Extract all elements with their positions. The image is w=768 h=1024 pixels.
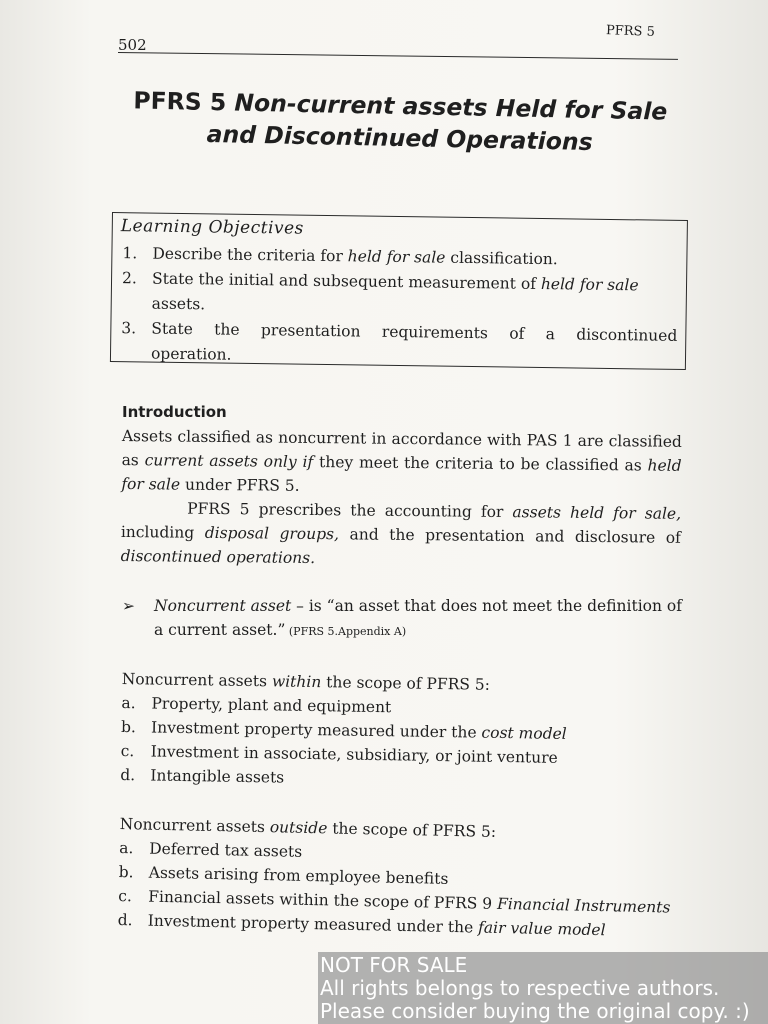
title-prefix: PFRS 5 bbox=[133, 86, 235, 117]
within-scope-section bbox=[120, 667, 682, 796]
definition-text: – is “an asset that does not meet the definition of a current asset.” bbox=[154, 597, 682, 639]
definition-reference: (PFRS 5.Appendix A) bbox=[285, 625, 407, 638]
introduction-text bbox=[120, 424, 681, 574]
list-item: a. Property, plant and equipment bbox=[121, 693, 392, 717]
watermark-line-3: Please consider buying the original copy. :) bbox=[320, 999, 750, 1023]
arrow-bullet-icon: ➢ bbox=[122, 597, 135, 615]
definition-term: Noncurrent asset bbox=[154, 597, 292, 615]
list-item: d. Intangible assets bbox=[120, 765, 285, 787]
objective-item: 2. State the initial and subsequent measurement of held for sale assets. bbox=[121, 269, 639, 314]
title-line2: and Discontinued Operations bbox=[206, 119, 593, 157]
list-item: d. Investment property measured under the fair value model bbox=[117, 910, 606, 940]
intro-paragraph-1: Assets classified as noncurrent in accordance with PAS 1 are classified as current assets only if they meet the criteria to be classified as held for sale under PFRS 5. bbox=[121, 426, 682, 495]
objectives-heading: Learning Objectives bbox=[120, 216, 304, 239]
list-item: b. Assets arising from employee benefits bbox=[118, 862, 449, 888]
introduction-heading: Introduction bbox=[122, 403, 227, 421]
objective-item: 3. State the presentation requirements of a discontinued operation. bbox=[121, 319, 678, 364]
learning-objectives-box bbox=[110, 212, 688, 370]
running-header: PFRS 5 bbox=[605, 23, 656, 40]
outside-scope-section bbox=[117, 812, 679, 944]
page-number: 502 bbox=[118, 36, 147, 54]
within-scope-lead: Noncurrent assets within the scope of PFRS 5: bbox=[121, 669, 491, 694]
watermark-line-2: All rights belongs to respective authors. bbox=[320, 976, 720, 1000]
chapter-title bbox=[99, 84, 700, 161]
outside-scope-lead: Noncurrent assets outside the scope of PFRS 5: bbox=[119, 814, 497, 841]
watermark-overlay bbox=[318, 952, 768, 1024]
watermark-line-1: NOT FOR SALE bbox=[320, 953, 468, 977]
list-item: c. Investment in associate, subsidiary, or joint venture bbox=[120, 741, 558, 767]
list-item: a. Deferred tax assets bbox=[119, 838, 303, 861]
definition-bullet bbox=[122, 594, 682, 644]
objective-item: 1. Describe the criteria for held for sale classification. bbox=[122, 244, 558, 269]
list-item: c. Financial assets within the scope of PFRS 9 Financial Instruments bbox=[118, 886, 671, 917]
introduction-section bbox=[122, 400, 682, 568]
title-italic: Non-current assets Held for Sale bbox=[234, 88, 668, 126]
intro-paragraph-2: PFRS 5 prescribes the accounting for assets held for sale, including disposal groups, and the presentation and disclosure of discontinued operations. bbox=[120, 499, 682, 568]
list-item: b. Investment property measured under the cost model bbox=[120, 717, 567, 743]
objectives-list bbox=[121, 241, 679, 374]
